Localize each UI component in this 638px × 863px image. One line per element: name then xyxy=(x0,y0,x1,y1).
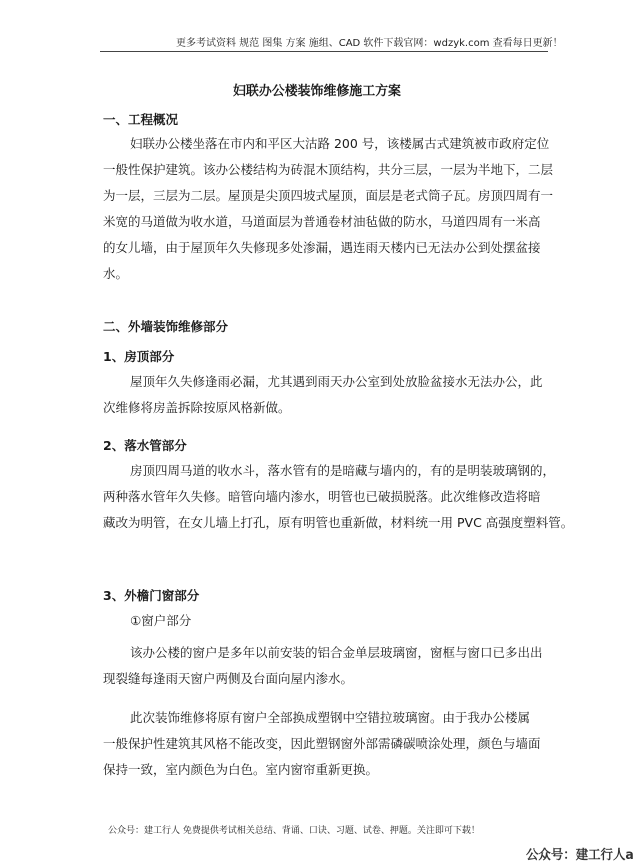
paragraph-line: 现裂缝每逢雨天窗户两侧及台面向屋内渗水。 xyxy=(103,671,354,686)
section-heading-overview: 一、工程概况 xyxy=(103,112,179,127)
paragraph-line: 一般保护性建筑其风格不能改变，因此塑钢窗外部需磷碳喷涂处理，颜色与墙面 xyxy=(103,736,541,751)
subsection-heading-downpipe: 2、落水管部分 xyxy=(103,438,187,453)
paragraph-line: 一般性保护建筑。该办公楼结构为砖混木顶结构，共分三层，一层为半地下，二层 xyxy=(103,162,554,177)
paragraph-line: 该办公楼的窗户是多年以前安装的铝合金单层玻璃窗，窗框与窗口已多出出 xyxy=(130,645,543,660)
paragraph-line: 两种落水管年久失修。暗管向墙内渗水，明管也已破损脱落。此次维修改造将暗 xyxy=(103,489,541,504)
subsection-heading-roof: 1、房顶部分 xyxy=(103,349,175,364)
paragraph-line: 次维修将房盖拆除按原风格新做。 xyxy=(103,400,291,415)
page-footer: 公众号：建工行人 免费提供考试相关总结、背诵、口诀、习题、试卷、押题。关注即可下载！ xyxy=(108,826,480,836)
paragraph-line: 房顶四周马道的收水斗，落水管有的是暗藏与墙内的，有的是明装玻璃钢的， xyxy=(130,463,556,478)
paragraph-line: 为一层，三层为二层。屋顶是尖顶四坡式屋顶，面层是老式筒子瓦。房顶四周有一 xyxy=(103,188,554,203)
paragraph-line: 水。 xyxy=(103,266,129,281)
watermark: 公众号：建工行人a xyxy=(526,848,634,863)
paragraph-line: 的女儿墙，由于屋顶年久失修现多处渗漏，遇连雨天楼内已无法办公到处摆盆接 xyxy=(103,240,541,255)
paragraph-line: 屋顶年久失修逢雨必漏，尤其遇到雨天办公室到处放脸盆接水无法办公，此 xyxy=(130,374,543,389)
paragraph-line: 保持一致，室内颜色为白色。室内窗帘重新更换。 xyxy=(103,762,379,777)
header-divider xyxy=(100,51,548,52)
paragraph-line: 此次装饰维修将原有窗户全部换成塑钢中空错拉玻璃窗。由于我办公楼属 xyxy=(130,710,531,725)
paragraph-line: 藏改为明管，在女儿墙上打孔，原有明管也重新做，材料统一用 PVC 高强度塑料管。 xyxy=(103,515,574,530)
page-header: 更多考试资料 规范 图集 方案 施组、CAD 软件下载官网：wdzyk.com 查看每日更新！ xyxy=(176,38,563,49)
subsection-heading-doors-windows: 3、外檐门窗部分 xyxy=(103,588,200,603)
document-title: 妇联办公楼装饰维修施工方案 xyxy=(233,84,401,99)
paragraph-line: 妇联办公楼坐落在市内和平区大沽路 200 号，该楼属古式建筑被市政府定位 xyxy=(130,136,550,151)
section-heading-exterior: 二、外墙装饰维修部分 xyxy=(103,319,229,334)
subsection-subheading-windows: ①窗户部分 xyxy=(130,613,192,628)
paragraph-line: 米宽的马道做为收水道，马道面层为普通卷材油毡做的防水，马道四周有一米高 xyxy=(103,214,541,229)
